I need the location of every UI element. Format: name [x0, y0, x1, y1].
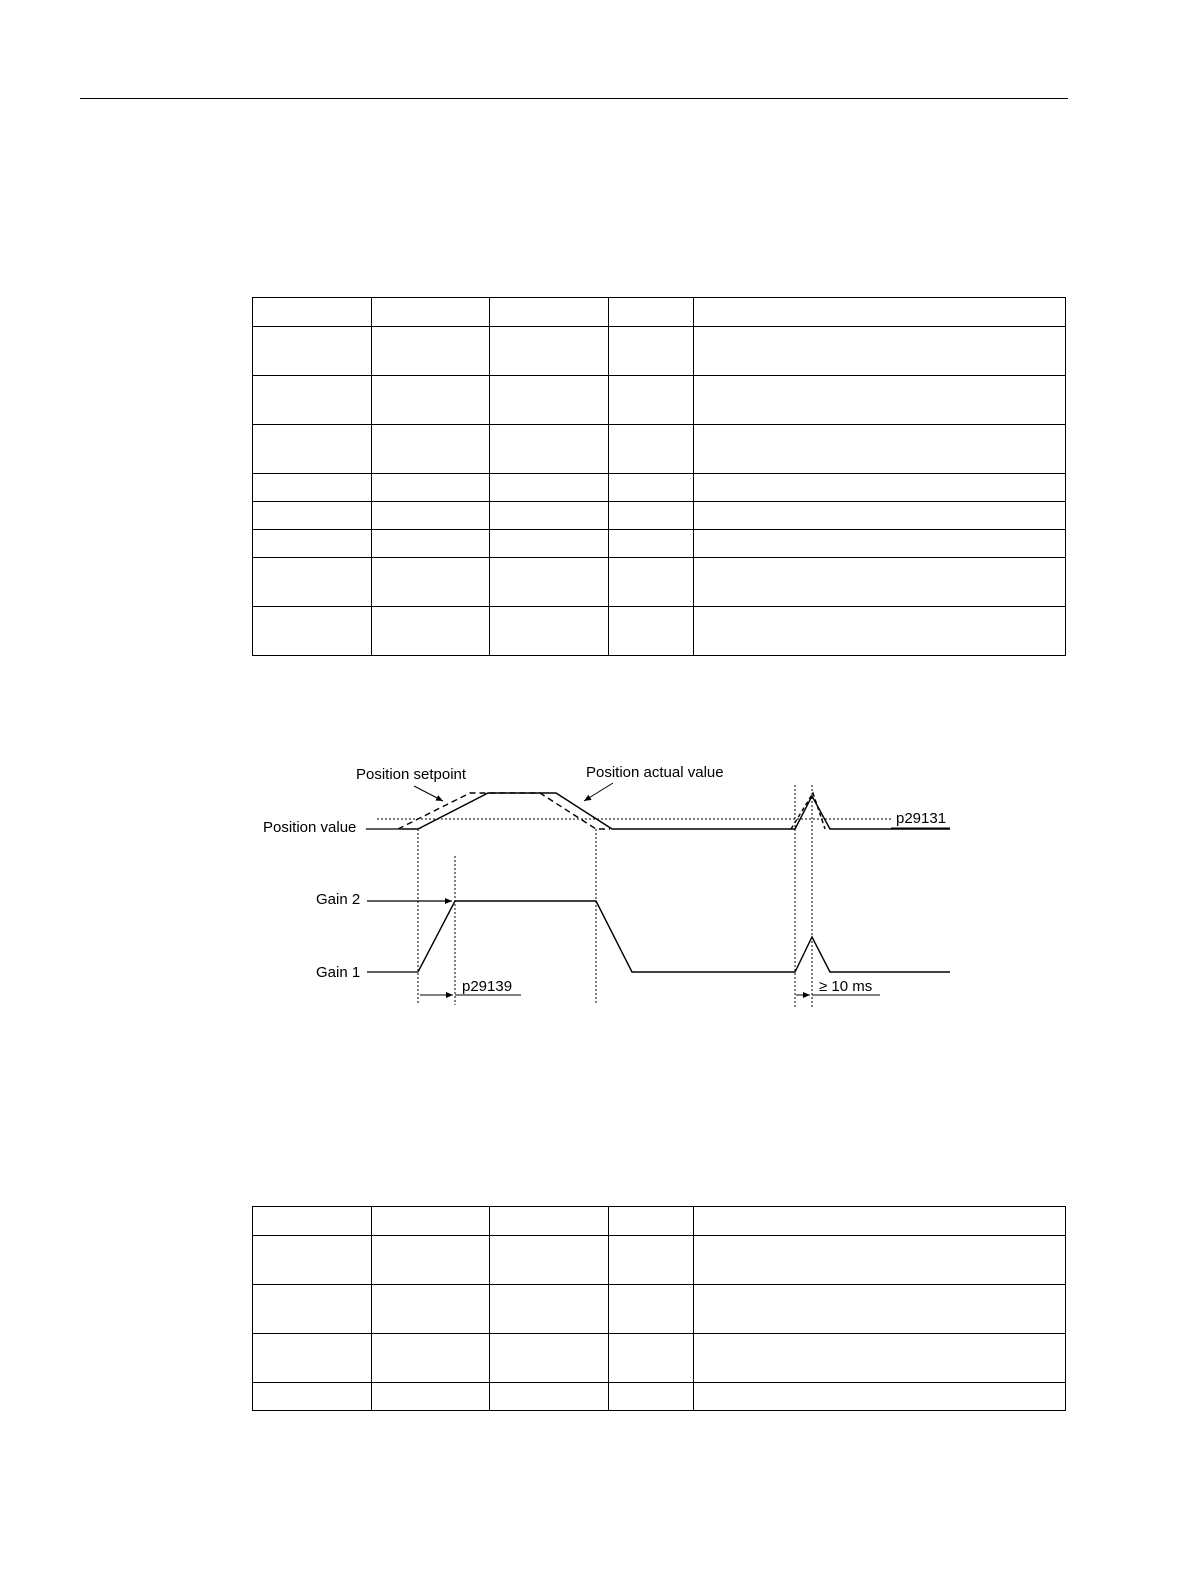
parameter-table-2 — [252, 1206, 1066, 1411]
table-cell — [694, 1383, 1066, 1411]
table-cell — [490, 1334, 609, 1383]
table-cell — [694, 1236, 1066, 1285]
table-cell — [609, 1207, 694, 1236]
table-cell — [490, 1285, 609, 1334]
table-row — [253, 1383, 1066, 1411]
table-cell — [253, 1285, 372, 1334]
table-cell — [372, 1383, 490, 1411]
table-cell — [253, 1236, 372, 1285]
table-cell — [253, 1207, 372, 1236]
table-cell — [694, 1207, 1066, 1236]
min-time-label: ≥ 10 ms — [819, 978, 873, 995]
table-body — [253, 1207, 1066, 1411]
table-row — [253, 1334, 1066, 1383]
table-cell — [372, 1236, 490, 1285]
table-cell — [253, 1383, 372, 1411]
table-row — [253, 1236, 1066, 1285]
table-cell — [490, 1236, 609, 1285]
table-cell — [372, 1334, 490, 1383]
threshold-label: p29131 — [896, 810, 947, 827]
position-value-label: Position value — [263, 819, 357, 836]
position-setpoint-label: Position setpoint — [356, 766, 467, 783]
table-cell — [253, 1334, 372, 1383]
table-cell — [609, 1334, 694, 1383]
table-cell — [609, 1236, 694, 1285]
position-actual-value-label: Position actual value — [586, 764, 724, 781]
position-actual-pointer — [584, 783, 613, 801]
table-cell — [694, 1285, 1066, 1334]
table-cell — [694, 1334, 1066, 1383]
ramp-time-label: p29139 — [462, 978, 513, 995]
gain2-label: Gain 2 — [316, 891, 361, 908]
table-cell — [609, 1383, 694, 1411]
position-actual-curve — [402, 793, 950, 829]
position-setpoint-pointer — [414, 786, 443, 801]
table-cell — [609, 1285, 694, 1334]
gain1-label: Gain 1 — [316, 964, 361, 981]
table-cell — [490, 1383, 609, 1411]
gain-curve — [418, 901, 950, 972]
table-row — [253, 1207, 1066, 1236]
table-row — [253, 1285, 1066, 1334]
table-cell — [372, 1285, 490, 1334]
table-cell — [372, 1207, 490, 1236]
table-cell — [490, 1207, 609, 1236]
